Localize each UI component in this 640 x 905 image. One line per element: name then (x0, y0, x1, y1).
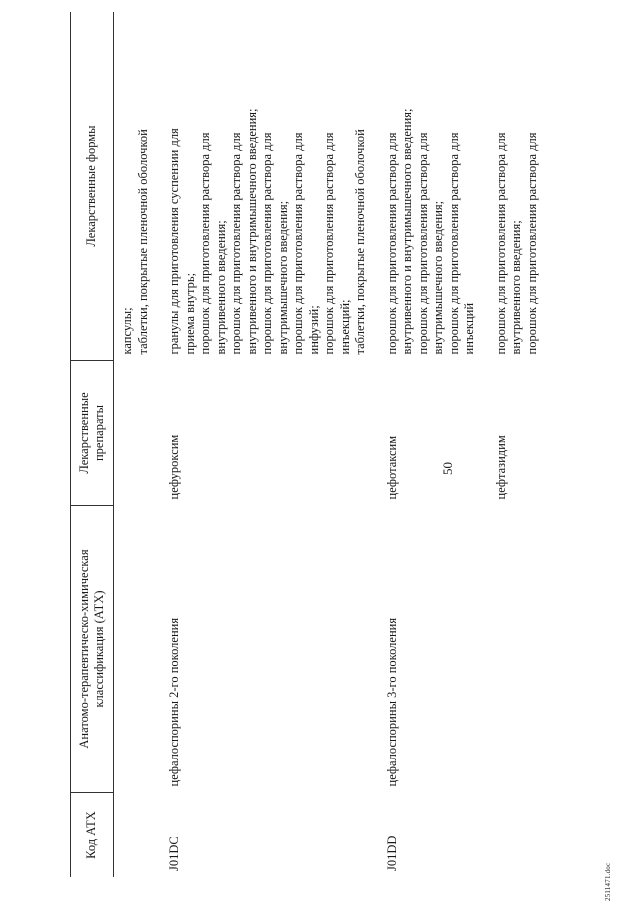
cell-classification: цефалоспорины 2-го поколения (167, 617, 181, 787)
cell-forms (488, 12, 551, 361)
form-line: приема внутрь; (182, 272, 197, 355)
cell-code: J01DD (384, 835, 399, 871)
table-row (488, 12, 551, 877)
form-line: порошок для приготовления раствора для (229, 132, 243, 355)
cell-classification (488, 506, 551, 793)
cell-drug (114, 361, 162, 506)
form-line: внутримышечного введения; (275, 200, 290, 355)
header-code: Код АТХ (71, 793, 114, 878)
cell-classification: цефалоспорины 3-го поколения (384, 617, 399, 787)
header-forms: Лекарственные формы (71, 12, 114, 361)
cell-classification (114, 506, 162, 793)
header-drugs: Лекарственные препараты (71, 361, 114, 506)
form-line: внутримышечного введения; (431, 200, 445, 355)
form-line: инфузий; (306, 305, 321, 355)
table-row (379, 12, 488, 877)
table-body (114, 12, 551, 877)
page-number: 50 (440, 462, 455, 475)
form-line: порошок для приготовления раствора для (198, 132, 212, 355)
cell-code (488, 793, 551, 878)
form-line: порошок для приготовления раствора для (524, 132, 539, 355)
cell-forms (379, 12, 488, 361)
atx-table (70, 12, 550, 877)
cell-forms (114, 12, 162, 361)
form-line: порошок для приготовления раствора для (260, 132, 274, 355)
cell-code: J01DC (167, 836, 181, 871)
form-line: внутривенного введения; (213, 220, 228, 355)
form-line: гранулы для приготовления суспензии для (167, 128, 181, 355)
cell-drug: цефтазидим (493, 435, 508, 500)
form-line: порошок для приготовления раствора для (415, 132, 430, 355)
form-line: порошок для приготовления раствора для (322, 132, 336, 355)
footer-filename: 2511471.doc (604, 862, 612, 901)
form-line: таблетки, покрытые пленочной оболочкой (135, 129, 150, 355)
form-line: порошок для приготовления раствора для (446, 132, 461, 355)
form-line: внутривенного введения; (509, 220, 523, 355)
cell-drug: цефотаксим (384, 435, 399, 500)
form-line: таблетки, покрытые пленочной оболочкой (353, 129, 367, 355)
form-line: инъекций; (337, 299, 352, 355)
form-line: внутривенного и внутримышечного введения; (244, 108, 259, 355)
header-classification: Анатомо-терапевтическо-химическая классификация (АТХ) (71, 506, 114, 793)
form-line: порошок для приготовления раствора для (384, 132, 399, 355)
cell-forms (161, 12, 379, 361)
cell-code (114, 793, 162, 878)
form-line: капсулы; (120, 307, 134, 355)
table-row (161, 12, 379, 877)
form-line: порошок для приготовления раствора для (493, 132, 508, 355)
table-row (114, 12, 162, 877)
form-line: порошок для приготовления раствора для (291, 132, 305, 355)
form-line: внутривенного и внутримышечного введения; (400, 108, 414, 355)
cell-drug: цефуроксим (167, 434, 181, 500)
table-header-row (71, 12, 114, 877)
form-line: инъекций (462, 302, 476, 355)
